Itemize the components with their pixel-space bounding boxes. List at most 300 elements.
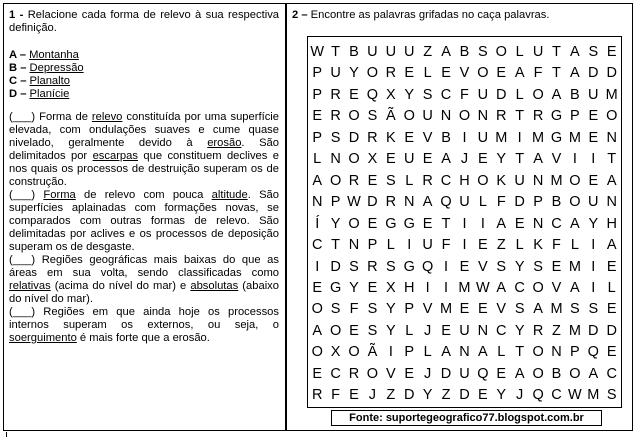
grid-letter[interactable]: X [385,86,396,103]
grid-letter[interactable]: U [477,129,489,146]
grid-letter[interactable]: Q [532,387,544,404]
grid-letter[interactable]: C [606,365,617,382]
grid-letter[interactable]: S [478,44,488,60]
grid-letter[interactable]: I [444,279,449,296]
grid-letter[interactable]: Y [404,86,415,103]
grid-letter[interactable]: E [606,258,617,275]
grid-letter[interactable]: V [551,279,562,296]
grid-letter[interactable]: T [515,151,525,168]
grid-letter[interactable]: A [533,301,543,318]
grid-letter[interactable]: A [570,279,580,296]
q1-prompt: Relacione cada forma de relevo à sua respectiva definição. [9,9,280,34]
grid-letter[interactable]: L [423,344,432,361]
grid-letter[interactable]: E [459,258,470,275]
grid-letter[interactable]: Y [349,65,359,82]
grid-letter[interactable]: W [310,44,325,60]
grid-letter[interactable]: Q [366,86,379,103]
grid-letter[interactable]: O [532,365,544,382]
grid-letter[interactable]: I [462,237,467,254]
grid-letter[interactable]: M [568,322,581,339]
grid-letter[interactable]: B [551,365,562,382]
grid-letter[interactable]: K [533,237,543,254]
grid-letter[interactable]: R [422,172,433,189]
grid-letter[interactable]: S [367,322,378,339]
grid-letter[interactable]: U [459,365,470,382]
grid-letter[interactable]: D [440,365,452,382]
grid-letter[interactable]: O [311,301,323,318]
grid-letter[interactable]: E [588,108,599,125]
grid-letter[interactable]: E [514,215,525,232]
grid-letter[interactable]: I [572,151,577,168]
grid-letter[interactable]: R [532,108,544,125]
grid-letter[interactable]: M [568,129,581,146]
grid-letter[interactable]: S [422,86,433,103]
grid-letter[interactable]: O [348,215,360,232]
grid-letter[interactable]: S [385,172,396,189]
grid-letter[interactable]: E [496,365,507,382]
grid-letter[interactable]: O [366,65,379,82]
grid-letter[interactable]: P [404,301,415,318]
grid-letter[interactable]: I [388,344,393,361]
grid-letter[interactable]: L [386,237,395,254]
grid-letter[interactable]: Y [349,279,359,296]
grid-letter[interactable]: E [349,86,359,103]
grid-letter[interactable]: E [404,65,415,82]
grid-letter[interactable]: D [514,194,525,211]
grid-letter[interactable]: I [480,215,485,232]
grid-letter[interactable]: P [570,108,580,125]
grid-letter[interactable]: Y [422,387,433,404]
grid-letter[interactable]: W [568,387,582,404]
grid-letter[interactable]: X [385,279,396,296]
grid-letter[interactable]: E [312,108,323,125]
grid-letter[interactable]: U [422,237,433,254]
grid-letter[interactable]: L [423,65,432,82]
grid-letter[interactable]: E [496,65,507,82]
grid-letter[interactable]: N [532,172,544,189]
grid-letter[interactable]: N [477,322,489,339]
grid-letter[interactable]: J [460,151,469,168]
grid-letter[interactable]: G [550,108,563,125]
grid-letter[interactable]: A [606,172,617,189]
grid-letter[interactable]: S [367,301,378,318]
grid-letter[interactable]: R [385,65,397,82]
grid-letter[interactable]: R [311,387,323,404]
grid-letter[interactable]: J [424,365,432,382]
grid-letter[interactable]: N [330,151,341,168]
grid-letter[interactable]: N [551,344,562,361]
grid-letter[interactable]: E [312,279,323,296]
grid-letter[interactable]: I [591,279,596,296]
grid-letter[interactable]: U [403,151,415,168]
grid-letter[interactable]: U [422,108,433,125]
grid-letter[interactable]: B [551,194,562,211]
grid-letter[interactable]: E [422,151,433,168]
grid-letter[interactable]: F [496,194,506,211]
grid-letter[interactable]: L [313,151,322,168]
answer-blank-1[interactable]: (___) [9,111,36,123]
grid-letter[interactable]: E [312,365,323,382]
grid-letter[interactable]: U [514,172,525,189]
grid-letter[interactable]: I [591,237,596,254]
answer-blank-3[interactable]: (___) [9,254,36,266]
grid-letter[interactable]: D [459,387,470,404]
grid-letter[interactable]: I [462,215,467,232]
grid-letter[interactable]: H [459,172,470,189]
q1-number: 1 - [9,9,24,21]
grid-letter[interactable]: D [606,65,617,82]
grid-letter[interactable]: G [403,258,415,275]
grid-letter[interactable]: C [514,279,525,296]
grid-letter[interactable]: A [570,215,580,232]
grid-letter[interactable]: J [368,387,377,404]
grid-letter[interactable]: O [606,108,618,125]
grid-letter[interactable]: J [516,387,524,404]
grid-letter[interactable]: E [478,237,488,254]
grid-letter[interactable]: A [312,322,323,339]
grid-letter[interactable]: R [532,322,544,339]
grid-letter[interactable]: I [462,129,467,146]
grid-letter[interactable]: Y [330,215,341,232]
grid-letter[interactable]: Y [514,258,525,275]
grid-letter[interactable]: V [551,151,562,168]
grid-letter[interactable]: G [329,279,342,296]
grid-letter[interactable]: E [441,65,451,82]
grid-letter[interactable]: I [591,258,596,275]
grid-letter[interactable]: O [311,344,323,361]
grid-letter[interactable]: P [570,344,580,361]
grid-letter[interactable]: S [385,258,396,275]
grid-letter[interactable]: E [478,151,488,168]
grid-letter[interactable]: Z [386,387,396,404]
grid-letter[interactable]: U [532,44,544,60]
grid-letter[interactable]: Z [441,387,451,404]
grid-letter[interactable]: A [441,44,451,60]
grid-letter[interactable]: A [588,365,599,382]
grid-letter[interactable]: P [330,194,341,211]
grid-letter[interactable]: E [606,344,617,361]
grid-letter[interactable]: G [385,215,397,232]
grid-letter[interactable]: Y [496,387,507,404]
definition-1 [9,111,279,189]
grid-letter[interactable]: V [478,258,488,275]
grid-letter[interactable]: E [459,301,470,318]
grid-letter[interactable]: M [550,301,563,318]
grid-letter[interactable]: M [440,301,453,318]
grid-letter[interactable]: W [347,194,361,211]
grid-letter[interactable]: S [570,301,580,318]
grid-letter[interactable]: D [588,322,599,339]
grid-letter[interactable]: O [495,44,507,60]
word-search-grid [307,36,622,408]
grid-letter[interactable]: X [367,151,378,168]
grid-letter[interactable]: V [422,129,433,146]
grid-letter[interactable]: S [349,258,359,275]
grid-letter[interactable]: P [533,194,543,211]
grid-letter[interactable]: Q [477,365,489,382]
grid-letter[interactable]: F [533,65,543,82]
grid-letter[interactable]: V [459,65,470,82]
grid-letter[interactable]: R [496,108,507,125]
grid-letter[interactable]: K [496,172,507,189]
grid-letter[interactable]: Z [496,237,506,254]
grid-letter[interactable]: J [424,322,432,339]
grid-letter[interactable]: U [588,86,599,103]
grid-letter[interactable]: R [367,129,378,146]
grid-letter[interactable]: L [515,237,524,254]
grid-letter[interactable]: A [551,86,562,103]
grid-letter[interactable]: L [478,194,487,211]
grid-letter[interactable]: A [422,194,433,211]
grid-letter[interactable]: O [329,172,342,189]
grid-letter[interactable]: F [441,237,451,254]
grid-letter[interactable]: O [532,279,544,296]
grid-letter[interactable]: I [315,258,320,275]
grid-letter[interactable]: C [440,86,452,103]
grid-letter[interactable]: P [367,237,378,254]
grid-letter[interactable]: Q [440,194,452,211]
grid-letter[interactable]: D [367,194,378,211]
grid-letter[interactable]: O [569,365,581,382]
grid-letter[interactable]: A [514,65,525,82]
grid-letter[interactable]: L [607,279,616,296]
grid-letter[interactable]: B [441,129,451,146]
grid-letter[interactable]: G [403,215,415,232]
grid-letter[interactable]: K [385,129,396,146]
grid-letter[interactable]: S [606,387,617,404]
grid-letter[interactable]: G [550,129,563,146]
grid-letter[interactable]: T [331,44,341,60]
grid-letter[interactable]: N [403,194,415,211]
grid-letter[interactable]: O [477,65,489,82]
grid-letter[interactable]: A [441,344,451,361]
grid-letter[interactable]: O [569,194,581,211]
grid-letter[interactable]: Ã [385,108,396,125]
grid-letter[interactable]: U [385,44,397,60]
grid-letter[interactable]: B [570,86,580,103]
grid-letter[interactable]: R [348,172,360,189]
grid-letter[interactable]: O [348,151,360,168]
grid-letter[interactable]: O [458,108,471,125]
grid-letter[interactable]: U [403,44,415,60]
grid-letter[interactable]: D [403,387,415,404]
grid-letter[interactable]: A [514,365,525,382]
grid-letter[interactable]: S [588,44,599,60]
grid-letter[interactable]: U [459,194,470,211]
grid-letter[interactable]: H [403,279,415,296]
grid-letter[interactable]: I [425,279,430,296]
grid-letter[interactable]: B [459,44,470,60]
grid-letter[interactable]: A [312,172,323,189]
grid-letter[interactable]: A [496,279,507,296]
grid-letter[interactable]: M [550,172,563,189]
grid-letter[interactable]: R [330,86,341,103]
grid-letter[interactable]: E [349,322,359,339]
grid-letter[interactable]: L [405,322,414,339]
grid-letter[interactable]: V [422,301,433,318]
grid-letter[interactable]: T [441,215,451,232]
grid-letter[interactable]: O [532,344,544,361]
grid-letter[interactable]: L [515,44,524,60]
grid-letter[interactable]: I [407,237,412,254]
grid-letter[interactable]: T [515,108,525,125]
grid-letter[interactable]: S [330,301,341,318]
grid-letter[interactable]: M [532,129,545,146]
def4-term-soerguimento: soerguimento [9,332,77,344]
grid-letter[interactable]: N [348,237,360,254]
grid-letter[interactable]: S [588,301,599,318]
grid-letter[interactable]: N [440,108,452,125]
grid-letter[interactable]: P [312,129,323,146]
grid-letter[interactable]: D [606,322,617,339]
grid-letter[interactable]: V [496,301,507,318]
grid-letter[interactable]: Y [588,215,599,232]
grid-letter[interactable]: E [422,215,433,232]
grid-letter[interactable]: A [496,215,507,232]
grid-letter[interactable]: R [385,194,397,211]
grid-letter[interactable]: O [403,108,415,125]
grid-letter[interactable]: L [570,237,579,254]
grid-letter[interactable]: R [330,108,341,125]
grid-letter[interactable]: O [569,172,581,189]
answer-blank-2[interactable]: (___) [9,189,36,201]
grid-letter[interactable]: A [533,151,543,168]
grid-letter[interactable]: O [329,322,342,339]
grid-letter[interactable]: F [331,387,341,404]
grid-letter[interactable]: P [404,344,415,361]
grid-letter[interactable]: O [532,86,544,103]
grid-letter[interactable]: E [404,129,415,146]
grid-letter[interactable]: X [330,344,341,361]
grid-letter[interactable]: A [478,344,488,361]
grid-letter[interactable]: U [588,194,599,211]
grid-letter[interactable]: E [478,301,488,318]
grid-letter[interactable]: A [606,237,617,254]
grid-letter[interactable]: E [367,215,378,232]
grid-letter[interactable]: S [367,108,378,125]
grid-letter[interactable]: E [606,301,617,318]
grid-letter[interactable]: E [441,322,451,339]
grid-letter[interactable]: D [496,86,507,103]
grid-letter[interactable]: D [588,65,599,82]
grid-letter[interactable]: H [606,215,617,232]
grid-letter[interactable]: E [606,44,617,60]
grid-letter[interactable]: M [495,129,508,146]
grid-letter[interactable]: C [551,387,562,404]
grid-letter[interactable]: Y [514,322,525,339]
grid-letter[interactable]: C [496,322,507,339]
grid-letter[interactable]: M [587,387,600,404]
grid-letter[interactable]: M [568,258,581,275]
grid-letter[interactable]: L [497,344,506,361]
grid-letter[interactable]: A [570,44,580,60]
grid-letter[interactable]: T [552,65,561,82]
grid-letter[interactable]: U [367,44,378,60]
grid-letter[interactable]: T [331,237,341,254]
option-d-letter: D – [9,88,27,100]
grid-letter[interactable]: N [477,108,489,125]
grid-letter[interactable]: R [367,258,378,275]
grid-letter[interactable]: C [440,172,452,189]
grid-letter[interactable]: W [476,279,490,296]
grid-letter[interactable]: T [552,44,561,60]
grid-letter[interactable]: N [606,129,617,146]
def1-text-a: Forma de [35,111,92,123]
grid-letter[interactable]: O [477,172,489,189]
grid-letter[interactable]: I [517,129,522,146]
grid-letter[interactable]: O [348,344,360,361]
grid-letter[interactable]: C [551,215,562,232]
grid-letter[interactable]: E [349,387,359,404]
grid-letter[interactable]: A [570,65,580,82]
grid-letter[interactable]: M [605,86,618,103]
grid-letter[interactable]: L [515,86,524,103]
grid-letter[interactable]: N [311,194,323,211]
grid-letter[interactable]: M [458,279,471,296]
grid-letter[interactable]: S [330,129,341,146]
grid-letter[interactable]: Z [423,44,433,60]
grid-letter[interactable]: P [312,86,323,103]
grid-letter[interactable]: B [349,44,359,60]
grid-letter[interactable]: E [551,258,562,275]
grid-letter[interactable]: U [459,322,470,339]
grid-letter[interactable]: Z [552,322,561,339]
grid-letter[interactable]: C [311,237,323,254]
grid-letter[interactable]: R [348,365,360,382]
grid-letter[interactable]: T [607,151,617,168]
grid-letter[interactable]: Y [385,301,396,318]
grid-letter[interactable]: Y [385,322,396,339]
grid-letter[interactable]: A [441,151,451,168]
grid-letter[interactable]: E [367,279,378,296]
grid-letter[interactable]: S [533,258,543,275]
grid-letter[interactable]: I [444,258,449,275]
grid-letter[interactable]: E [385,151,396,168]
grid-letter[interactable]: V [385,365,396,382]
grid-letter[interactable]: O [348,108,360,125]
grid-letter[interactable]: E [367,172,378,189]
grid-letter[interactable]: C [330,365,341,382]
grid-letter[interactable]: E [588,129,599,146]
grid-letter[interactable]: F [460,86,469,103]
grid-letter[interactable]: T [515,344,525,361]
grid-letter[interactable]: N [459,344,470,361]
grid-letter[interactable]: U [477,86,489,103]
grid-letter[interactable]: O [366,365,379,382]
grid-letter[interactable]: U [330,65,341,82]
grid-letter[interactable]: S [514,301,525,318]
grid-letter[interactable]: D [330,258,341,275]
grid-letter[interactable]: D [348,129,360,146]
grid-letter[interactable]: Y [496,151,507,168]
grid-letter[interactable]: N [532,215,544,232]
grid-letter[interactable]: P [312,65,323,82]
grid-letter[interactable]: Q [422,258,434,275]
grid-letter[interactable]: N [606,194,617,211]
grid-letter[interactable]: I [591,151,596,168]
grid-letter[interactable]: Ã [367,344,378,361]
grid-letter[interactable]: L [405,172,414,189]
grid-letter[interactable]: F [552,237,561,254]
grid-letter[interactable]: Í [315,215,320,232]
answer-blank-4[interactable]: (___) [9,306,36,318]
grid-letter[interactable]: E [404,365,415,382]
grid-letter[interactable]: F [349,301,359,318]
grid-letter[interactable]: E [588,172,599,189]
grid-letter[interactable]: Q [587,344,599,361]
grid-letter[interactable]: S [496,258,507,275]
grid-letter[interactable]: E [478,387,488,404]
